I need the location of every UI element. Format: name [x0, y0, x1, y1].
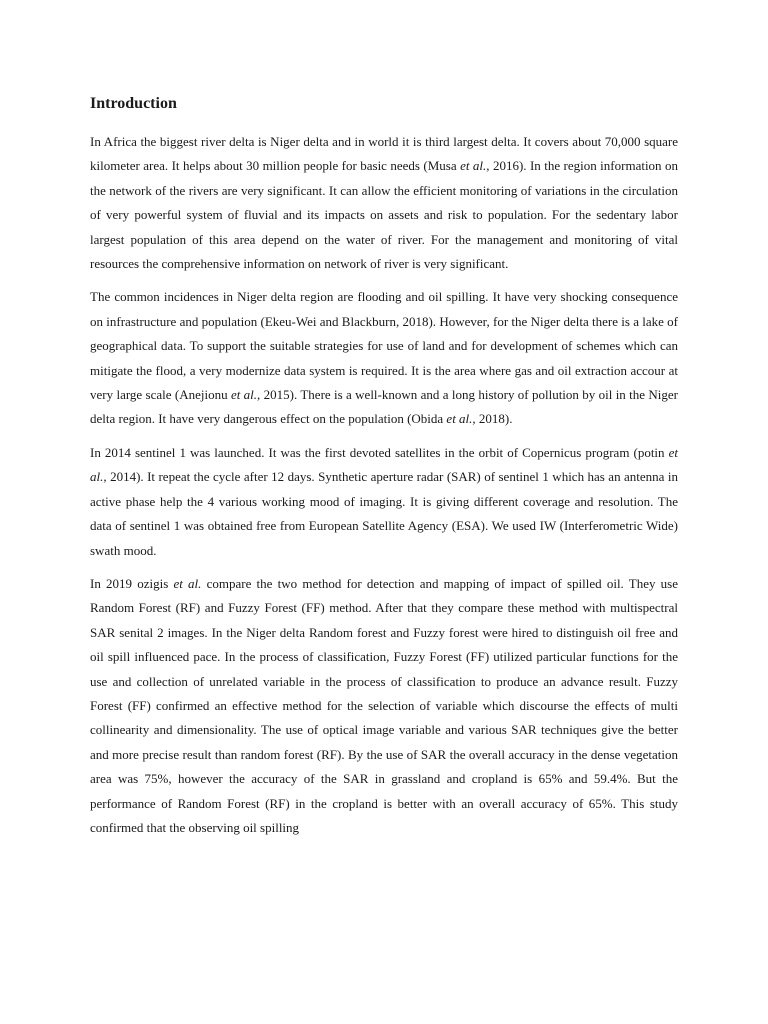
section-heading: Introduction [90, 95, 177, 112]
paragraph: In 2014 sentinel 1 was launched. It was the first devoted satellites in the orbit of Copernicus program (potin et al., 2014). It repeat the cycle after 12 days. Synthetic aperture radar (SAR) of sentinel 1 which has an antenna in active phase help the 4 various working mood of imaging. It is giving different coverage and resolution. The data of sentinel 1 was obtained free from European Satellite Agency (ESA). We used IW (Interferometric Wide) swath mood. [90, 444, 678, 558]
document-body [90, 130, 678, 840]
paragraph: In 2019 ozigis et al. compare the two method for detection and mapping of impact of spilled oil. They use Random Forest (RF) and Fuzzy Forest (FF) method. After that they compare these method with multispectral SAR senital 2 images. In the Niger delta Random forest and Fuzzy forest were hired to distinguish oil free and oil spill influenced pace. In the process of classification, Fuzzy Forest (FF) utilized particular functions for the use and collection of unrelated variable in the process of classification to produce an advance result. Fuzzy Forest (FF) confirmed an effective method for the selection of variable which discourse the effects of multi collinearity and dimensionality. The use of optical image variable and various SAR techniques give the better and more precise result than random forest (RF). By the use of SAR the overall accuracy in the dense vegetation area was 75%, however the accuracy of the SAR in grassland and cropland is 65% and 59.4%. But the performance of Random Forest (RF) in the cropland is better with an overall accuracy of 65%. This study confirmed that the observing oil spilling [90, 575, 679, 835]
paragraph: The common incidences in Niger delta region are flooding and oil spilling. It have very shocking consequence on infrastructure and population (Ekeu-Wei and Blackburn, 2018). However, for the Niger delta there is a lake of geographical data. To support the suitable strategies for use of land and for development of schemes which can mitigate the flood, a very modernize data system is required. It is the area where gas and oil extraction accour at very large scale (Anejionu et al., 2015). There is a well-known and a long history of pollution by oil in the Niger delta region. It have very dangerous effect on the population (Obida et al., 2018). [90, 289, 678, 427]
paragraph: In Africa the biggest river delta is Niger delta and in world it is third largest delta. It covers about 70,000 square kilometer area. It helps about 30 million people for basic needs (Musa et al., 2016). In the region information on the network of the rivers are very significant. It can allow the efficient monitoring of variations in the circulation of very powerful system of fluvial and its impacts on assets and risk to population. For the sedentary labor largest population of this area depend on the water of river. For the management and monitoring of vital resources the comprehensive information on network of river is very significant. [90, 134, 678, 272]
